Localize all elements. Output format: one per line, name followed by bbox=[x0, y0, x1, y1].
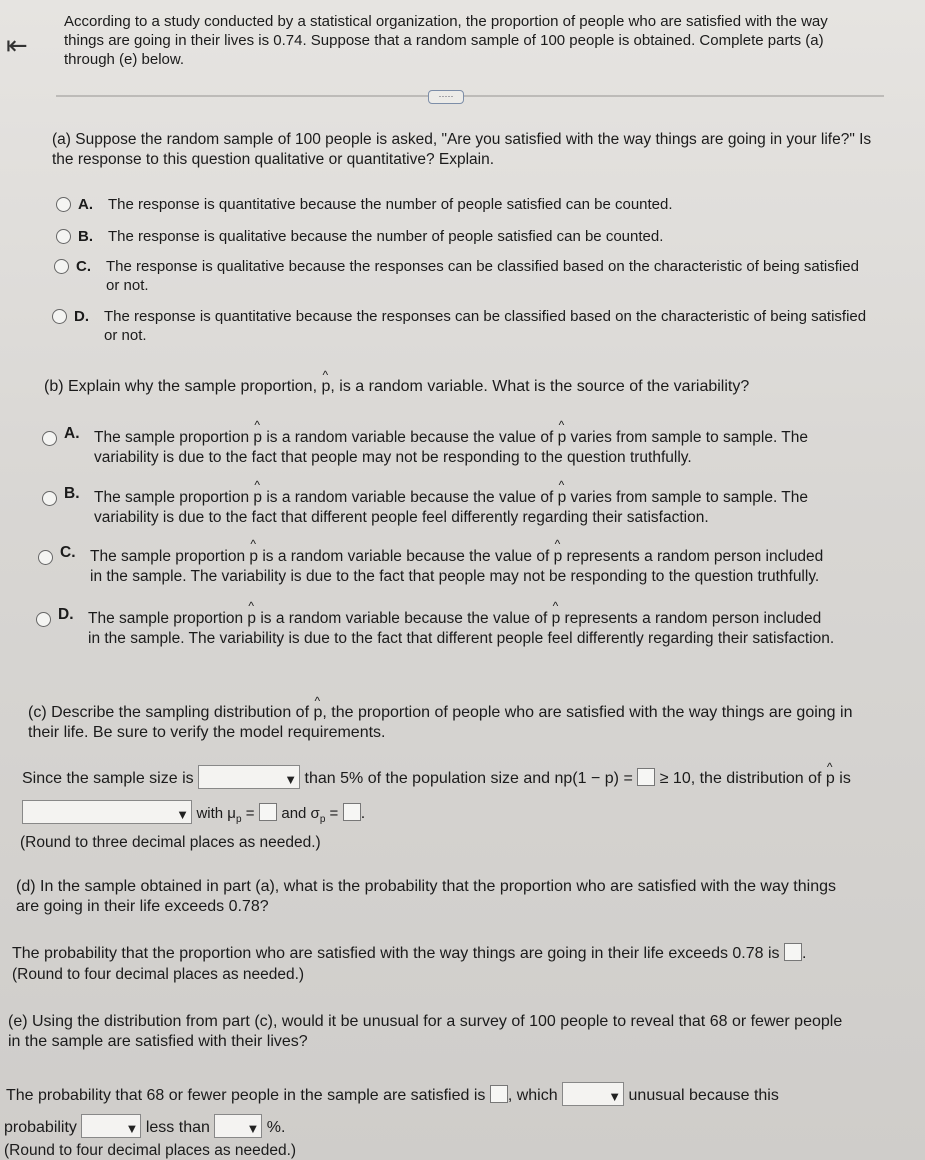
part-d-question: (d) In the sample obtained in part (a), what is the probability that the proportion who are satisfied with the way things are going in their life exceeds 0.78? bbox=[16, 878, 836, 915]
part-b-option-a[interactable]: A. The sample proportion ^ p is a random variable because the value of ^ p varies from sample to sample. The variability is due to the fact that people may not be responding to the question truthfully. bbox=[42, 428, 912, 472]
part-c-question: (c) Describe the sampling distribution of ^ p, the proportion of people who are satisfied with the way things are going in their life. Be sure to verify the model requirements. bbox=[28, 703, 918, 743]
radio-button[interactable] bbox=[56, 197, 71, 212]
part-c-answer-line2: ▼ with $\mu_p$ = and $\sigma_p$ = . bbox=[22, 800, 365, 831]
problem-intro: According to a study conducted by a statistical organization, the proportion of people who are satisfied with the way things are going in their lives is 0.74. Suppose that a random sample of 100 people is obtained. Complete parts (a) through (e) below. bbox=[64, 13, 828, 68]
part-a-option-b[interactable]: B. The response is qualitative because the number of people satisfied can be counted. bbox=[56, 227, 886, 247]
part-d-answer-line: The probability that the proportion who are satisfied with the way things are going in their life exceeds 0.78 is . bbox=[12, 945, 807, 962]
part-e-answer-line1: The probability that 68 or fewer people in the sample are satisfied is , which ▼ unusual because this bbox=[6, 1082, 779, 1107]
radio-button[interactable] bbox=[54, 259, 69, 274]
part-e-rounding-note: (Round to four decimal places as needed.) bbox=[4, 1142, 297, 1159]
dropdown-arrow-icon: ▼ bbox=[125, 1121, 139, 1136]
probability-comparison-dropdown[interactable] bbox=[81, 1114, 141, 1138]
more-button[interactable]: ····· bbox=[428, 90, 464, 104]
probability-68-answer-box[interactable] bbox=[490, 1085, 508, 1103]
radio-button[interactable] bbox=[52, 309, 67, 324]
radio-button[interactable] bbox=[56, 229, 71, 244]
dropdown-arrow-icon: ▼ bbox=[608, 1089, 622, 1104]
part-b-option-b[interactable]: B. The sample proportion ^ p is a random variable because the value of ^ p varies from sample to sample. The variability is due to the fact that different people feel differently regarding their satisfaction. bbox=[42, 488, 912, 532]
part-a-option-c[interactable]: C. The response is qualitative because the responses can be classified based on the characteristic of being satisfied or not. bbox=[54, 257, 884, 297]
divider bbox=[56, 95, 884, 97]
part-a-option-d[interactable]: D. The response is quantitative because the responses can be classified based on the characteristic of being satisfied or not. bbox=[52, 307, 882, 347]
radio-button[interactable] bbox=[36, 612, 51, 627]
part-a-question: (a) Suppose the random sample of 100 people is asked, "Are you satisfied with the way things are going in your life?" Is the response to this question qualitative or quantitative? Explain. bbox=[52, 131, 872, 168]
percent-dropdown[interactable] bbox=[214, 1114, 262, 1138]
radio-button[interactable] bbox=[42, 431, 57, 446]
part-b-question: (b) Explain why the sample proportion, ^ p, is a random variable. What is the source of the variability? bbox=[44, 377, 904, 397]
part-a-option-a[interactable]: A. The response is quantitative because the number of people satisfied can be counted. bbox=[56, 195, 886, 215]
back-arrow-icon[interactable]: ⇤ bbox=[6, 30, 28, 60]
part-b-option-c[interactable]: C. The sample proportion ^ p is a random variable because the value of ^ p represents a random person included in the sample. The variability is due to the fact that people may not be responding to the question truthfully. bbox=[38, 547, 918, 591]
np-answer-box[interactable] bbox=[637, 768, 655, 786]
dropdown-arrow-icon: ▼ bbox=[284, 772, 298, 787]
mean-answer-box[interactable] bbox=[259, 803, 277, 821]
part-e-question: (e) Using the distribution from part (c), would it be unusual for a survey of 100 people to reveal that 68 or fewer people in the sample are satisfied with their lives? bbox=[8, 1013, 843, 1050]
distribution-dropdown[interactable] bbox=[22, 800, 192, 824]
sample-size-dropdown[interactable] bbox=[198, 765, 300, 789]
probability-answer-box[interactable] bbox=[784, 943, 802, 961]
part-c-answer-line1: Since the sample size is ▼ than 5% of the population size and np(1 − p) = ≥ 10, the distribution of ^ p is bbox=[22, 765, 851, 790]
is-unusual-dropdown[interactable] bbox=[562, 1082, 624, 1106]
dropdown-arrow-icon: ▼ bbox=[176, 807, 189, 822]
part-d-rounding-note: (Round to four decimal places as needed.) bbox=[12, 966, 305, 983]
dropdown-arrow-icon: ▼ bbox=[246, 1121, 260, 1136]
radio-button[interactable] bbox=[42, 491, 57, 506]
part-c-rounding-note: (Round to three decimal places as needed.) bbox=[20, 834, 321, 851]
radio-button[interactable] bbox=[38, 550, 53, 565]
std-dev-answer-box[interactable] bbox=[343, 803, 361, 821]
part-b-option-d[interactable]: D. The sample proportion ^ p is a random variable because the value of ^ p represents a random person included in the sample. The variability is due to the fact that different people feel differently regarding their satisfaction. bbox=[36, 609, 921, 653]
part-e-answer-line2: probability ▼ less than ▼ %. bbox=[4, 1114, 285, 1139]
